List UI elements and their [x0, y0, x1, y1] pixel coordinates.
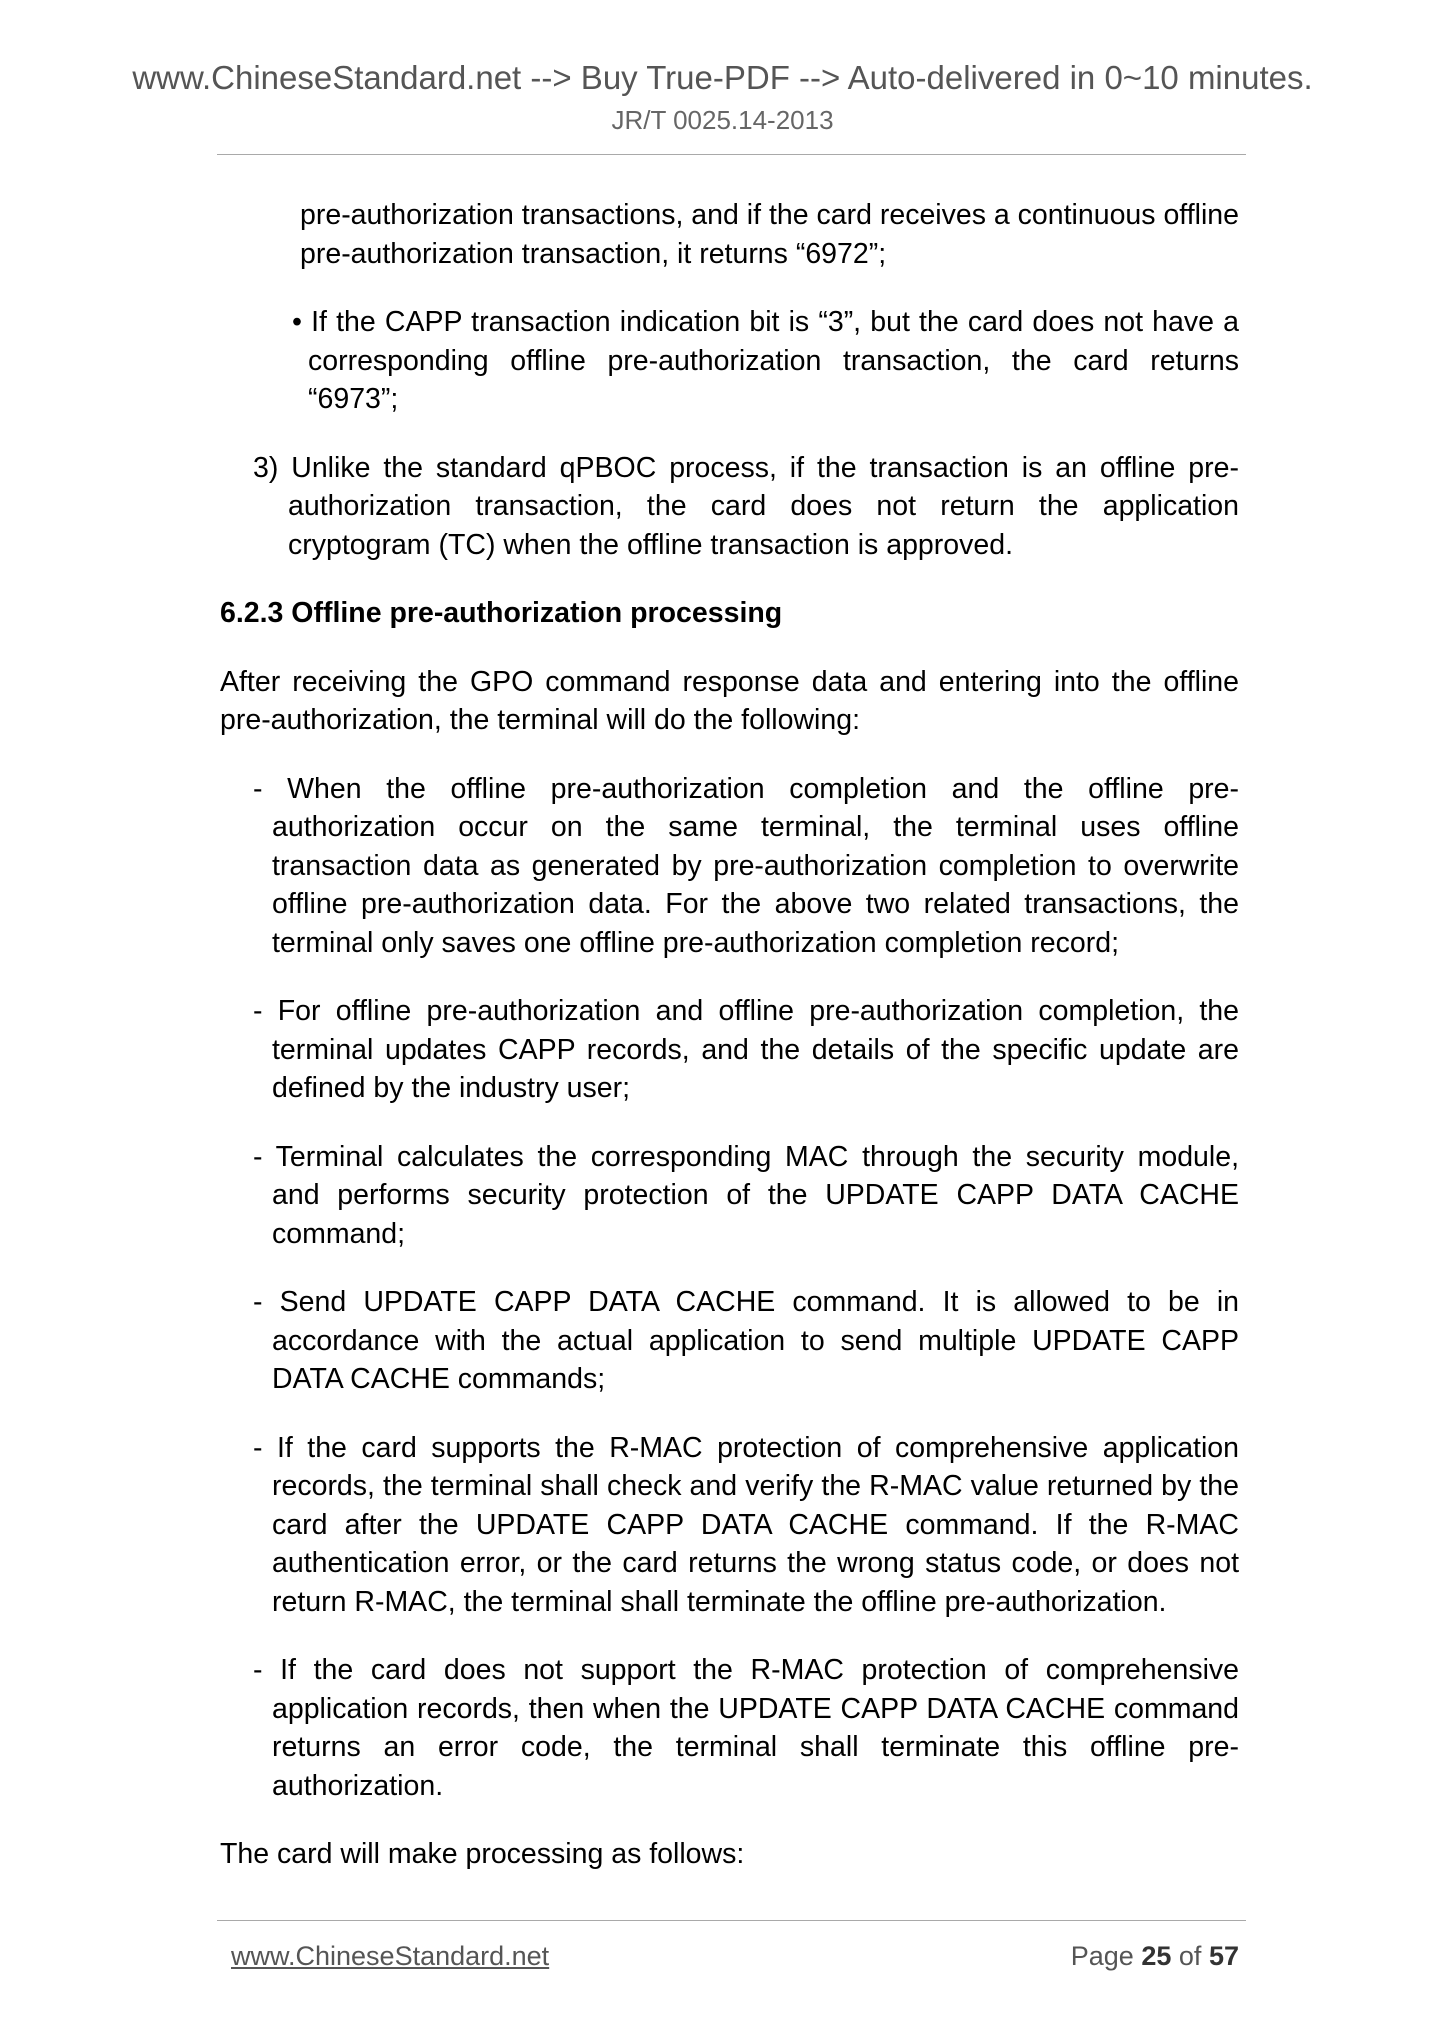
header-banner: www.ChineseStandard.net --> Buy True-PDF --> Auto-delivered in 0~10 minutes. [132, 59, 1313, 96]
page-total: 57 [1208, 1941, 1239, 1971]
page-body [220, 196, 1239, 1904]
bullet-item: • If the CAPP transaction indication bit is “3”, but the card does not have a corresponding offline pre-authorization transaction, the card returns “6973”; [292, 306, 1239, 415]
footer-site-link[interactable]: www.ChineseStandard.net [231, 1941, 550, 1971]
page-word: Page [1070, 1941, 1134, 1971]
intro-paragraph: After receiving the GPO command response data and entering into the offline pre-authorization, the terminal will do the following: [220, 665, 1239, 736]
dash-item: - If the card supports the R-MAC protection of comprehensive application records, the terminal shall check and verify the R-MAC value returned by the card after the UPDATE CAPP DATA CACHE command. If the R-MAC authentication error, or the card returns the wrong status code, or does not return R-MAC, the terminal shall terminate the offline pre-authorization. [253, 1431, 1239, 1618]
page-number [1071, 1941, 1239, 1972]
footer-divider [217, 1920, 1246, 1921]
dash-item: - For offline pre-authorization and offline pre-authorization completion, the terminal updates CAPP records, and the details of the specific update are defined by the industry user; [253, 995, 1239, 1104]
numbered-item-3: 3) Unlike the standard qPBOC process, if the transaction is an offline pre-authorization transaction, the card does not return the application cryptogram (TC) when the offline transaction is approved. [253, 451, 1239, 561]
card-processing-paragraph: The card will make processing as follows: [220, 1838, 745, 1870]
document-id: JR/T 0025.14-2013 [611, 105, 834, 135]
page-current: 25 [1141, 1941, 1172, 1971]
dash-item: - Terminal calculates the corresponding MAC through the security module, and performs security protection of the UPDATE CAPP DATA CACHE command; [253, 1140, 1239, 1250]
continued-paragraph: pre-authorization transactions, and if the card receives a continuous offline pre-authorization transaction, it returns “6972”; [300, 199, 1239, 270]
dash-item: - If the card does not support the R-MAC protection of comprehensive application records, then when the UPDATE CAPP DATA CACHE command returns an error code, the terminal shall terminate this offline pre-authorization. [253, 1654, 1239, 1802]
header-divider [217, 154, 1246, 155]
section-heading: 6.2.3 Offline pre-authorization processing [220, 597, 783, 629]
page-of: of [1178, 1941, 1202, 1971]
dash-item: - When the offline pre-authorization completion and the offline pre-authorization occur on the same terminal, the terminal uses offline transaction data as generated by pre-authorization completion to overwrite offline pre-authorization data. For the above two related transactions, the terminal only saves one offline pre-authorization completion record; [253, 772, 1239, 959]
dash-item: - Send UPDATE CAPP DATA CACHE command. It is allowed to be in accordance with the actual application to send multiple UPDATE CAPP DATA CACHE commands; [253, 1286, 1239, 1395]
